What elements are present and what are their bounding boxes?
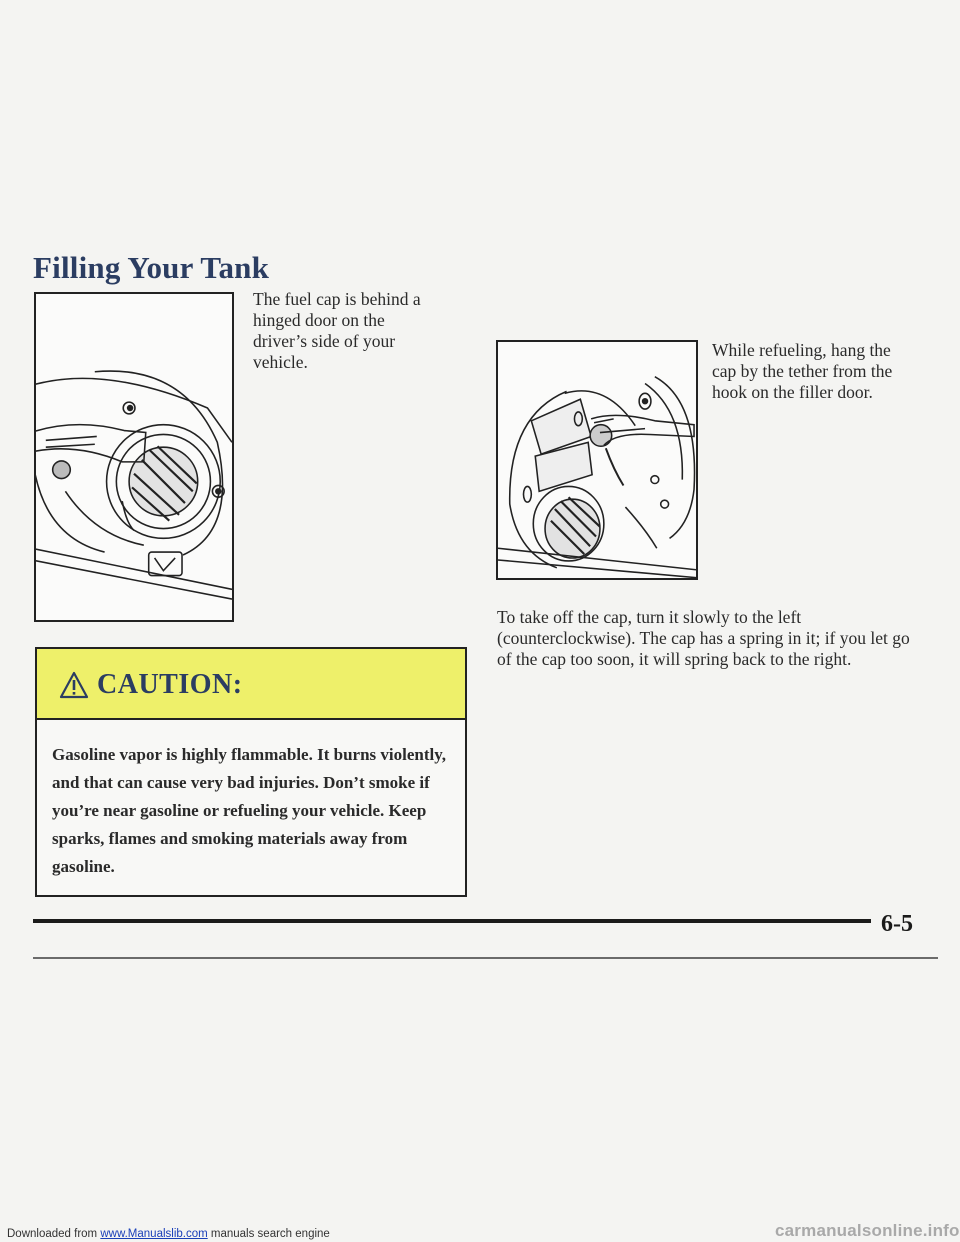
- page-number: 6-5: [881, 911, 913, 937]
- fuel-door-illustration: [34, 292, 234, 622]
- caution-label: CAUTION:: [97, 669, 243, 700]
- warning-triangle-icon: [59, 671, 89, 699]
- download-footer: [7, 1228, 330, 1240]
- site-watermark: carmanualsonline.info: [775, 1221, 960, 1240]
- footer-prefix: Downloaded from: [7, 1228, 101, 1240]
- caution-box: [35, 647, 467, 897]
- cap-removal-text: To take off the cap, turn it slowly to the left (counterclockwise). The cap has a spring in it; if you let go of the cap too soon, it will spring back to the right.: [497, 607, 910, 669]
- bottom-rule: [33, 957, 938, 959]
- manualslib-link[interactable]: www.Manualslib.com: [100, 1228, 208, 1240]
- page-title: Filling Your Tank: [33, 250, 270, 285]
- caution-header: [37, 649, 465, 720]
- cap-tether-drawing: [498, 342, 696, 578]
- caution-text: Gasoline vapor is highly flammable. It burns violently, and that can cause very bad injuries. Don’t smoke if you’re near gasoline or refueling your vehicle. Keep sparks, flames and smoking materials away from gasoline.: [52, 745, 447, 876]
- fuel-cap-location-text: The fuel cap is behind a hinged door on the driver’s side of your vehicle.: [253, 289, 421, 372]
- footer-rule: [33, 919, 871, 923]
- cap-tether-illustration: [496, 340, 698, 580]
- fuel-door-drawing: [36, 294, 232, 620]
- footer-suffix: manuals search engine: [207, 1228, 330, 1240]
- tether-instruction-text: While refueling, hang the cap by the tether from the hook on the filler door.: [712, 340, 893, 402]
